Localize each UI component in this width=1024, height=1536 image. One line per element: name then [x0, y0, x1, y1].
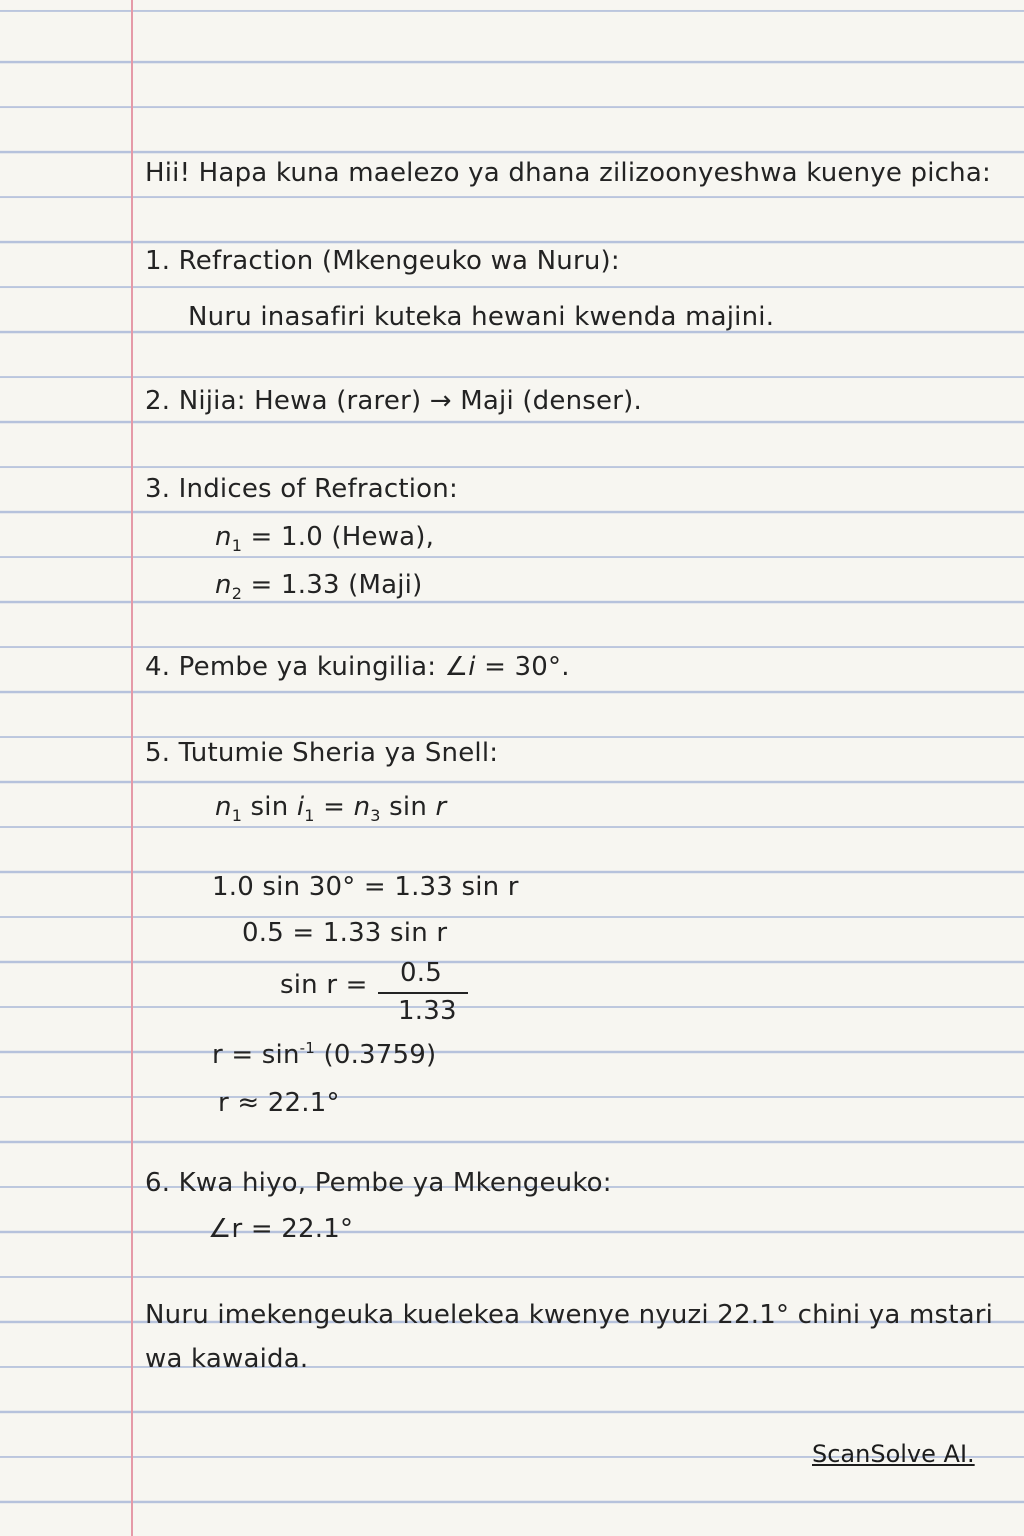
brand-label: ScanSolve AI. — [812, 1440, 975, 1468]
item6-result: ∠r = 22.1° — [208, 1214, 354, 1244]
angle-icon: ∠ — [444, 652, 469, 682]
equation-step-4: $r = \sin^{-1} (0.3759)$ — [212, 1039, 437, 1070]
equation-step-3-left: sin r = — [280, 970, 368, 1000]
item1-body: Nuru inasafiri kuteka hewani kwenda majini. — [188, 302, 775, 332]
item3-heading: 3. Indices of Refraction: — [145, 474, 458, 504]
item2-label: Nijia: — [178, 386, 246, 416]
item2-to: Maji — [460, 386, 514, 416]
item2-to-note: (denser). — [522, 386, 642, 416]
arrow-icon: → — [429, 386, 452, 416]
item6-heading: 6. Kwa hiyo, Pembe ya Mkengeuko: — [145, 1168, 612, 1198]
conclusion-line-2: wa kawaida. — [145, 1344, 309, 1374]
margin-line — [131, 0, 133, 1536]
snell-law: $n_1$ $\sin i_1 = n_3$ sin r — [215, 792, 447, 825]
equation-step-1: 1.0 sin 30° = 1.33 sin r — [212, 872, 519, 902]
conclusion-line-1: Nuru imekengeuka kuelekea kwenye nyuzi 22.1° chini ya mstari — [145, 1300, 994, 1330]
index-n1: $n_1 = 1.0$ (Hewa), — [215, 522, 435, 555]
item2-from: Hewa — [254, 386, 328, 416]
item5-heading: 5. Tutumie Sheria ya Snell: — [145, 738, 499, 768]
equation-step-2: 0.5 = 1.33 sin r — [242, 918, 448, 948]
item4-line: 4. Pembe ya kuingilia: ∠i = 30°. — [145, 652, 570, 682]
fraction-bar — [378, 992, 468, 994]
fraction — [378, 958, 468, 1028]
item2-number: 2. — [145, 386, 171, 416]
equation-step-5: r ≈ 22.1° — [218, 1088, 340, 1118]
item1-heading: 1. Refraction (Mkengeuko wa Nuru): — [145, 246, 620, 276]
fraction-denominator: 1.33 — [398, 996, 457, 1026]
item2-from-note: (rarer) — [336, 386, 422, 416]
index-n2: $n_2 = 1.33$ (Maji) — [215, 570, 423, 603]
item2-line — [145, 386, 642, 416]
intro-text: Hii! Hapa kuna maelezo ya dhana zilizoonyeshwa kuenye picha: — [145, 158, 991, 188]
fraction-numerator: 0.5 — [400, 958, 442, 988]
